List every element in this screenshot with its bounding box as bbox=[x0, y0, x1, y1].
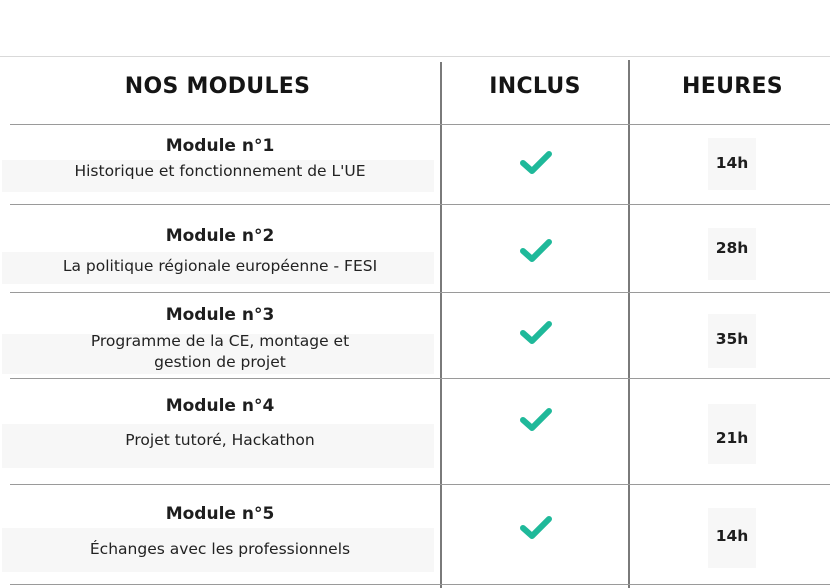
module-description: Historique et fonctionnement de L'UE bbox=[74, 162, 366, 180]
check-icon bbox=[519, 515, 553, 541]
header-modules: NOS MODULES bbox=[124, 74, 311, 99]
check-icon bbox=[519, 407, 553, 433]
header-inclus: INCLUS bbox=[489, 74, 581, 99]
check-icon bbox=[519, 238, 553, 264]
check-icon bbox=[519, 320, 553, 346]
module-description: Échanges avec les professionnels bbox=[89, 540, 351, 558]
module-hours: 21h bbox=[715, 429, 749, 447]
row-divider bbox=[10, 584, 830, 585]
module-hours: 35h bbox=[715, 330, 749, 348]
row-divider bbox=[10, 204, 830, 205]
module-hours: 14h bbox=[715, 154, 749, 172]
module-description: Programme de la CE, montage et gestion de projet bbox=[90, 332, 350, 371]
column-divider bbox=[440, 62, 442, 588]
module-title: Module n°1 bbox=[165, 136, 275, 156]
table-top-border bbox=[0, 56, 830, 57]
row-divider bbox=[10, 124, 830, 125]
row-divider bbox=[10, 484, 830, 485]
row-divider bbox=[10, 292, 830, 293]
column-divider bbox=[628, 60, 630, 588]
module-title: Module n°5 bbox=[165, 504, 275, 524]
module-title: Module n°4 bbox=[165, 396, 275, 416]
module-description: La politique régionale européenne - FESI bbox=[62, 257, 378, 275]
module-hours: 28h bbox=[715, 239, 749, 257]
check-icon bbox=[519, 150, 553, 176]
module-title: Module n°3 bbox=[165, 305, 275, 325]
row-divider bbox=[10, 378, 830, 379]
module-title: Module n°2 bbox=[165, 226, 275, 246]
module-hours: 14h bbox=[715, 527, 749, 545]
module-description: Projet tutoré, Hackathon bbox=[125, 431, 315, 449]
header-heures: HEURES bbox=[682, 74, 783, 99]
